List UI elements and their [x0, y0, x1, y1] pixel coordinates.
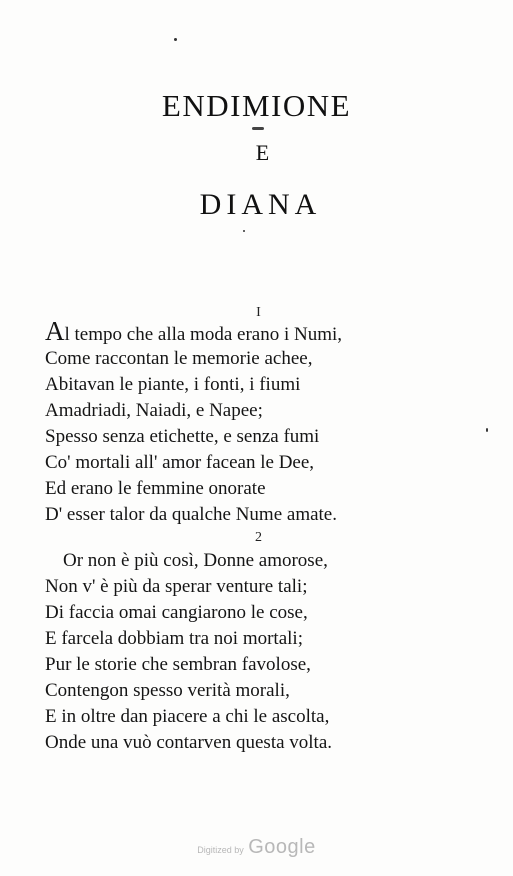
ink-speck — [486, 428, 488, 432]
stanza-number: 2 — [255, 530, 262, 545]
page-subtitle: DIANA — [199, 188, 322, 221]
title-conjunction: E — [255, 140, 270, 165]
stanza-number: I — [256, 305, 261, 320]
poem-line-text: l tempo che alla moda erano i Numi, — [64, 324, 343, 345]
watermark-label: Digitized by — [197, 845, 244, 855]
ink-speck — [243, 230, 245, 232]
ink-speck — [174, 38, 177, 41]
poem-line: Ed erano le femmine onorate — [45, 478, 266, 499]
watermark-brand: Google — [248, 836, 316, 858]
drop-cap: A — [45, 316, 65, 346]
poem-line: E farcela dobbiam tra noi mortali; — [45, 628, 303, 649]
poem-line: Pur le storie che sembran favolose, — [45, 654, 311, 675]
poem-line: Onde una vuò contarven questa volta. — [45, 732, 333, 753]
poem-line: Non v' è più da sperar venture tali; — [45, 576, 308, 597]
poem-line: Abitavan le piante, i fonti, i fiumi — [45, 374, 301, 395]
poem-line: D' esser talor da qualche Nume amate. — [45, 504, 337, 525]
digitization-watermark — [0, 836, 513, 859]
poem-line: Come raccontan le memorie achee, — [45, 348, 313, 369]
page-title: ENDIMIONE — [161, 88, 352, 123]
poem-line — [45, 318, 342, 346]
poem-line: Or non è più così, Donne amorose, — [63, 550, 328, 571]
ornament-dash — [252, 127, 264, 130]
poem-line: Co' mortali all' amor facean le Dee, — [45, 452, 315, 473]
poem-line: Amadriadi, Naiadi, e Napee; — [45, 400, 263, 421]
poem-line: Spesso senza etichette, e senza fumi — [45, 426, 320, 447]
poem-line: E in oltre dan piacere a chi le ascolta, — [45, 706, 330, 727]
poem-line: Contengon spesso verità morali, — [45, 680, 290, 701]
poem-line: Di faccia omai cangiarono le cose, — [45, 602, 308, 623]
